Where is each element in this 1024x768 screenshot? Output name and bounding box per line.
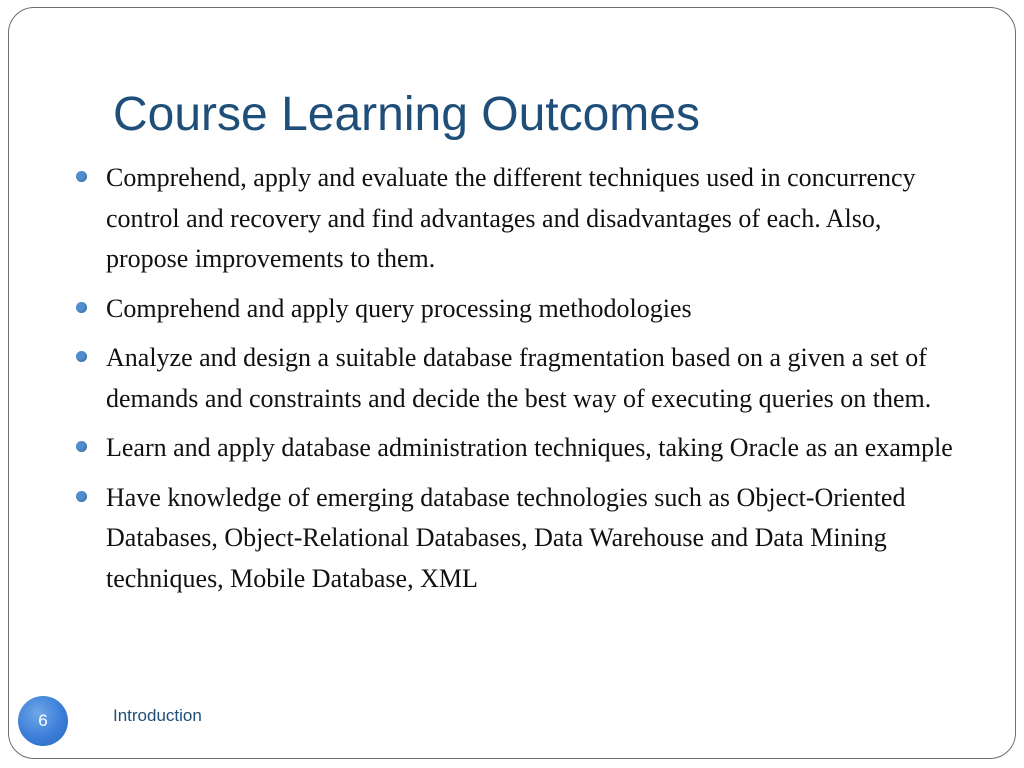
bullet-dot-icon: [76, 171, 87, 182]
list-item-text: Comprehend, apply and evaluate the different techniques used in concurrency control and recovery and find advantages and disadvantages of each. Also, propose improvements to them.: [106, 163, 916, 273]
list-item: [76, 289, 966, 330]
footer-section-label: Introduction: [113, 706, 202, 725]
outcomes-list: [76, 158, 966, 608]
slide-title: Course Learning Outcomes: [113, 88, 700, 141]
bullet-dot-icon: [76, 302, 87, 313]
bullet-dot-icon: [76, 441, 87, 452]
list-item: [76, 428, 966, 469]
page-number: 6: [38, 711, 48, 730]
list-item: [76, 338, 966, 419]
list-item-text: Learn and apply database administration techniques, taking Oracle as an example: [106, 433, 953, 462]
bullet-dot-icon: [76, 491, 87, 502]
list-item-text: Have knowledge of emerging database technologies such as Object-Oriented Databases, Object-Relational Databases, Data Warehouse and Data Mining techniques, Mobile Database, XML: [106, 482, 906, 593]
bullet-dot-icon: [76, 351, 87, 362]
list-item: [76, 158, 966, 280]
list-item-text: Comprehend and apply query processing methodologies: [106, 293, 692, 323]
page-number-badge: [18, 696, 68, 746]
list-item: [76, 478, 966, 600]
list-item-text: Analyze and design a suitable database fragmentation based on a given a set of demands and constraints and decide the best way of executing queries on them.: [106, 343, 932, 413]
